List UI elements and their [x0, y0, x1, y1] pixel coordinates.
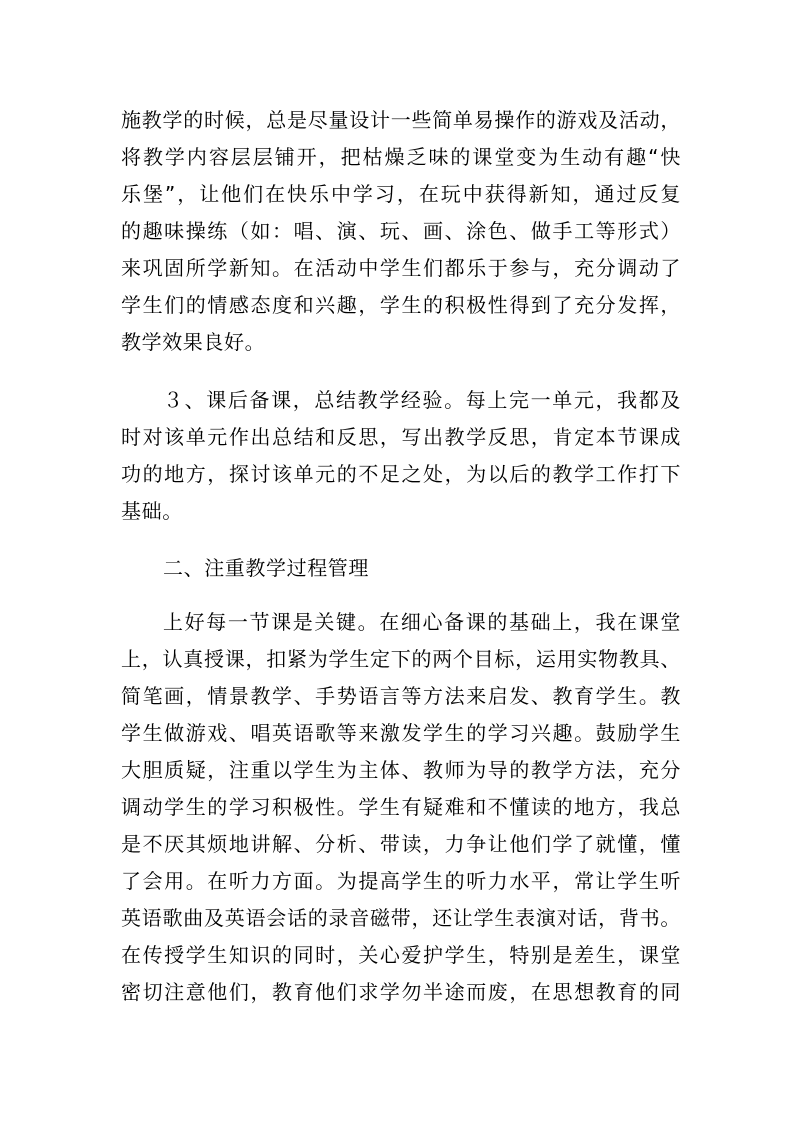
text-line: 在传授学生知识的同时，关心爱护学生，特别是差生，课堂: [121, 943, 681, 967]
text-line: 时对该单元作出总结和反思，写出教学反思，肯定本节课成: [121, 425, 681, 449]
text-line: 大胆质疑，注重以学生为主体、教师为导的教学方法，充分: [121, 758, 681, 782]
paragraph-teaching-activities: [121, 102, 681, 361]
text-line: 了会用。在听力方面。为提高学生的听力水平，常让学生听: [121, 869, 681, 893]
section-heading-text: 二、注重教学过程管理: [163, 556, 369, 580]
text-line: 密切注意他们，教育他们求学勿半途而废，在思想教育的同: [121, 980, 681, 1004]
text-line: 功的地方，探讨该单元的不足之处，为以后的教学工作打下: [121, 462, 681, 486]
paragraph-after-class-preparation: [121, 382, 681, 530]
text-line: 教学效果良好。: [121, 330, 266, 354]
text-line: 基础。: [121, 499, 183, 523]
text-line: ３、课后备课，总结教学经验。每上完一单元，我都及: [163, 388, 681, 412]
text-line: 来巩固所学新知。在活动中学生们都乐于参与，充分调动了: [121, 256, 681, 280]
text-line: 学生们的情感态度和兴趣，学生的积极性得到了充分发挥，: [121, 293, 681, 317]
text-line: 上，认真授课，扣紧为学生定下的两个目标，运用实物教具、: [121, 647, 681, 671]
text-line: 英语歌曲及英语会话的录音磁带，还让学生表演对话，背书。: [121, 906, 681, 930]
text-line: 将教学内容层层铺开，把枯燥乏味的课堂变为生动有趣“快: [121, 145, 681, 169]
text-line: 是不厌其烦地讲解、分析、带读，力争让他们学了就懂，懂: [121, 832, 681, 856]
text-line: 乐堡”，让他们在快乐中学习，在玩中获得新知，通过反复: [121, 182, 681, 206]
text-line: 上好每一节课是关键。在细心备课的基础上，我在课堂: [163, 610, 681, 634]
section-heading: [121, 550, 681, 587]
text-line: 调动学生的学习积极性。学生有疑难和不懂读的地方，我总: [121, 795, 681, 819]
text-line: 施教学的时候，总是尽量设计一些简单易操作的游戏及活动，: [121, 108, 681, 132]
text-line: 的趣味操练（如：唱、演、玩、画、涂色、做手工等形式）: [121, 219, 681, 243]
text-line: 学生做游戏、唱英语歌等来激发学生的学习兴趣。鼓励学生: [121, 721, 681, 745]
paragraph-classroom-teaching: [121, 604, 681, 1011]
text-line: 简笔画，情景教学、手势语言等方法来启发、教育学生。教: [121, 684, 681, 708]
